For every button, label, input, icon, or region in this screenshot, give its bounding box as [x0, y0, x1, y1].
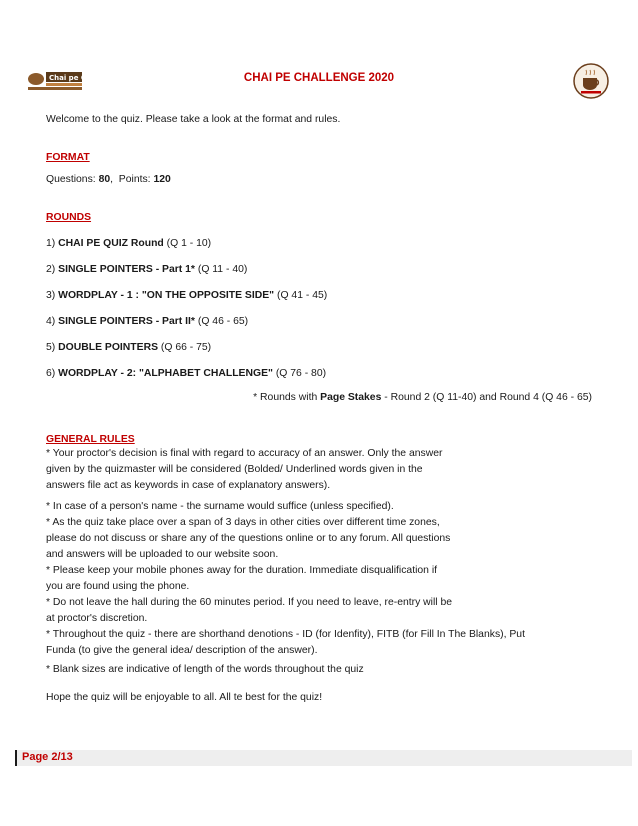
note-bold: Page Stakes — [320, 392, 382, 403]
rounds-heading: ROUNDS — [46, 212, 92, 223]
round-name: SINGLE POINTERS - Part 1* — [58, 264, 195, 275]
round-item — [46, 314, 248, 329]
document-title: CHAI PE CHALLENGE 2020 — [243, 72, 395, 84]
page-stakes-note — [253, 390, 592, 405]
round-range: (Q 76 - 80) — [275, 368, 327, 379]
page-footer — [15, 750, 632, 766]
note-suffix: - Round 2 (Q 11-40) and Round 4 (Q 46 - 65) — [384, 392, 592, 403]
rule-line: * Please keep your mobile phones away for the duration. Immediate disqualification if — [46, 565, 438, 576]
round-item — [46, 236, 211, 251]
round-number: 4) — [46, 316, 56, 327]
questions-label: Questions: — [46, 174, 96, 185]
round-name: SINGLE POINTERS - Part II* — [58, 316, 195, 327]
round-range: (Q 11 - 40) — [197, 264, 248, 275]
questions-value: 80 — [98, 174, 111, 185]
round-name: WORDPLAY - 2: "ALPHABET CHALLENGE" — [58, 368, 273, 379]
round-name: CHAI PE QUIZ Round — [58, 238, 164, 249]
intro-text: Welcome to the quiz. Please take a look at the format and rules. — [46, 114, 341, 125]
round-name: WORDPLAY - 1 : "ON THE OPPOSITE SIDE" — [58, 290, 275, 301]
rule-line: * Throughout the quiz - there are shorthand denotions - ID (for Idenfity), FITB (for Fill In The Blanks), Put — [46, 629, 525, 640]
round-number: 3) — [46, 290, 56, 301]
points-label: Points: — [118, 174, 151, 185]
closing-text: Hope the quiz will be enjoyable to all. All te best for the quiz! — [46, 692, 323, 703]
chai-cup-badge-icon — [572, 62, 610, 100]
round-name: DOUBLE POINTERS — [58, 342, 159, 353]
note-prefix: * Rounds with — [253, 392, 318, 403]
rule-line: given by the quizmaster will be considered (Bolded/ Underlined words given in the — [46, 464, 423, 475]
format-heading: FORMAT — [46, 152, 90, 163]
rule-line: at proctor's discretion. — [46, 613, 148, 624]
logo-text: Chai pe Quiz — [49, 74, 99, 82]
round-number: 1) — [46, 238, 56, 249]
round-item — [46, 262, 247, 277]
round-number: 2) — [46, 264, 56, 275]
general-rules-heading: GENERAL RULES — [46, 434, 135, 445]
round-number: 5) — [46, 342, 56, 353]
round-number: 6) — [46, 368, 56, 379]
rule-line: Funda (to give the general idea/ description of the answer). — [46, 645, 318, 656]
round-item — [46, 288, 327, 303]
page-number: Page 2/13 — [22, 751, 73, 763]
rule-line: * Your proctor's decision is final with regard to accuracy of an answer. Only the answer — [46, 448, 443, 459]
round-range: (Q 66 - 75) — [160, 342, 212, 353]
rule-line: please do not discuss or share any of the questions online or to any forum. All questions — [46, 533, 451, 544]
format-details: Questions: 80, Points: 120 — [46, 174, 171, 185]
round-range: (Q 1 - 10) — [166, 238, 212, 249]
round-item — [46, 366, 326, 381]
round-range: (Q 41 - 45) — [277, 290, 328, 301]
rule-line: * Do not leave the hall during the 60 minutes period. If you need to leave, re-entry will be — [46, 597, 453, 608]
round-item — [46, 340, 211, 355]
rule-line: * In case of a person's name - the surname would suffice (unless specified). — [46, 501, 394, 512]
rule-line: you are found using the phone. — [46, 581, 190, 592]
rule-line: and answers will be uploaded to our website soon. — [46, 549, 279, 560]
rule-line: * Blank sizes are indicative of length of the words throughout the quiz — [46, 664, 364, 675]
page-header — [0, 0, 638, 110]
rule-line: * As the quiz take place over a span of 3 days in other cities over different time zones, — [46, 517, 440, 528]
rule-line: answers file act as keywords in case of explanatory answers). — [46, 480, 331, 491]
round-range: (Q 46 - 65) — [197, 316, 249, 327]
points-value: 120 — [153, 174, 171, 185]
